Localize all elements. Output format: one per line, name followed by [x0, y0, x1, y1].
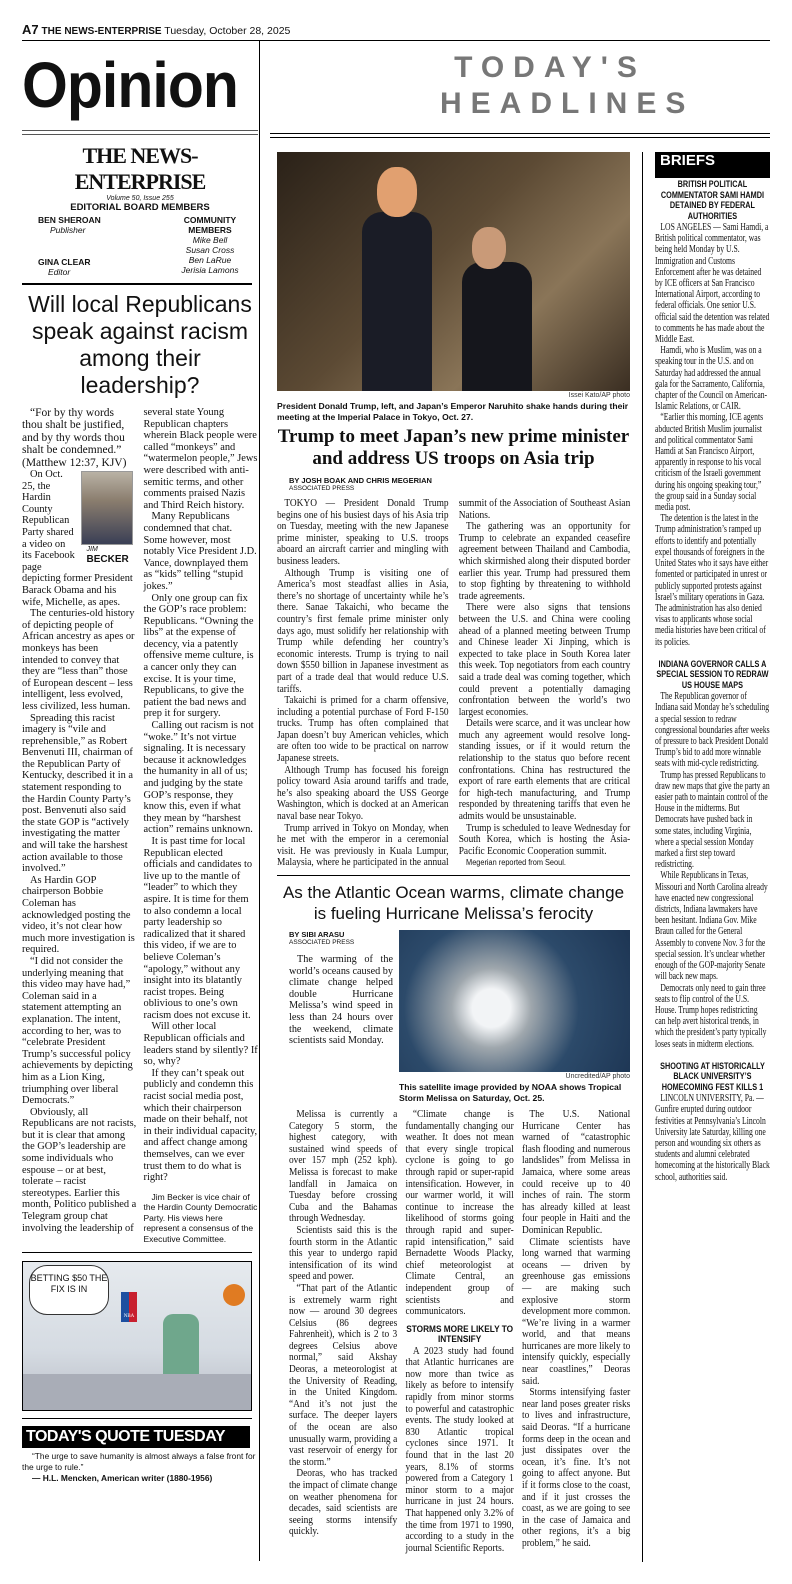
subhead: STORMS MORE LIKELY TO INTENSIFY	[406, 1323, 514, 1344]
byline-names: BY JOSH BOAK AND CHRIS MEGERIAN	[289, 476, 432, 485]
community-member: Ben LaRue	[188, 255, 232, 265]
paragraph: “For by thy words thou shalt be justified, and by thy words thou shalt be condemned.” (Matthew 12:37, KJV)	[22, 407, 127, 469]
paragraph: Democrats only need to gain three seats to flip control of the U.S. House. Trump hopes redistricting can help avert historical trends, in which the president’s party typically loses seats in midterm elections.	[655, 982, 767, 1050]
briefs-column	[655, 152, 770, 1183]
reporting-note: Megerian reported from Seoul.	[466, 858, 566, 868]
crowd	[23, 1374, 251, 1410]
editorial-cartoon	[22, 1261, 252, 1411]
author-first: JIM	[86, 546, 98, 554]
basketball-icon	[223, 1284, 245, 1306]
member-name: GINA CLEAR	[38, 257, 91, 267]
page-number: A7	[22, 22, 39, 37]
masthead-logo: THE NEWS-ENTERPRISE	[74, 143, 206, 194]
author-photo	[81, 471, 137, 565]
member-name: BEN SHEROAN	[38, 215, 101, 225]
column-divider	[642, 152, 643, 1562]
quote-attribution: — H.L. Mencken, American writer (1880-1956)	[32, 1473, 213, 1484]
folio	[22, 22, 770, 41]
paragraph: Trump arrived in Tokyo on Monday, when he met with the emperor in a ceremonial visit. He was previously in Kuala Lumpur, Malaysia, where he participated in the annual summit of the Association of Southeast Asian Nations.	[277, 498, 631, 869]
figure-right-head	[472, 227, 506, 269]
paragraph: “Earlier this morning, ICE agents abducted British Muslim journalist and political commentator Sami Hamdi at San Francisco Airport, apparently in response to his vocal criticism of the Israeli government during his ongoing speaking tour,” the group said in a Sunday social media post.	[655, 412, 764, 514]
paragraph: Trump has pressed Republicans to draw new maps that give the party an easier path to maintain control of the House in the midterms. But Democrats have pushed back in some states, including Virginia, where a special session Monday marked a first step toward redistricting.	[655, 769, 770, 871]
climate-left	[289, 930, 393, 1103]
community-title: COMMUNITY MEMBERS	[183, 215, 237, 235]
byline-names: BY SIBI ARASU	[289, 930, 345, 939]
brief-headline: SHOOTING AT HISTORICALLY BLACK UNIVERSITY’S HOMECOMING FEST KILLS 1	[660, 1060, 765, 1093]
member-role: Publisher	[50, 225, 86, 235]
satellite-image	[399, 930, 630, 1072]
banner-line: TODAY'S	[454, 51, 646, 84]
figure-left-head	[377, 167, 417, 217]
paragraph: “That part of the Atlantic is extremely warm right now — around 30 degrees Celsius (86 degrees Fahrenheit), which is 2 to 3 degrees Celsius above normal,” said Akshay Deoras, a meteorologist at the University of Reading, in the United Kingdom. “And it’s not just the surface. The deeper layers of the ocean are also unusually warm, providing a vast reservoir of energy for the storm.”	[289, 1282, 398, 1468]
volume-issue: Volume 50, Issue 255	[106, 195, 174, 202]
paragraph: Calling out racism is not “woke.” It’s not virtue signaling. It is necessary because it acknowledges the humanity in all of us; and judging by the state GOP’s response, they know this, even if what they mean by “harshest action” remains unknown.	[143, 720, 254, 836]
divider	[277, 875, 630, 876]
paragraph: Melissa is currently a Category 5 storm, the highest category, with sustained wind speeds of over 157 mph (252 kph). Melissa is forecast to make landfall in Jamaica on Tuesday before crossing Cuba and the Bahamas through Wednesday.	[289, 1109, 398, 1225]
climate-byline	[289, 930, 393, 946]
climate-figure	[399, 930, 630, 1103]
photo-caption: This satellite image provided by NOAA shows Tropical Storm Melissa on Saturday, Oct. 25.	[399, 1082, 622, 1103]
paragraph: The centuries-old history of depicting people of African ancestry as apes or monkeys has been intended to convey that they are “less than” those of European descent – less intelligent, less evolved, less civilized, less human.	[22, 608, 135, 712]
quote-title: TODAY'S QUOTE TUESDAY	[22, 1426, 250, 1448]
divider	[270, 133, 770, 138]
author-last: BECKER	[86, 554, 129, 566]
issue-date: Tuesday, October 28, 2025	[164, 25, 291, 37]
paragraph: The gathering was an opportunity for Trump to celebrate an expanded ceasefire agreement between Thailand and Cambodia, which skirmished along their disputed border earlier this year. Trump had pressured them to stop fighting by threatening to withhold trade agreements.	[458, 521, 631, 602]
paragraph: The U.S. National Hurricane Center has warned of “catastrophic flash flooding and numerous landslides” from Melissa in Jamaica, where some areas could receive up to 40 inches of rain. The storm has already killed at least four people in Haiti and the Dominican Republic.	[522, 1109, 631, 1236]
paragraph: Details were scarce, and it was unclear how much any agreement would resolve long-standing issues, or if it would return the relationship to the status quo before recent confrontations. China has restructured the export of rare earth elements that are critical for high-tech manufacturing, and Trump responded by threatening tariffs that even he admits would be unsustainable.	[458, 718, 631, 823]
nba-logo: NBA	[121, 1292, 137, 1322]
paragraph: TOKYO — President Donald Trump begins one of his busiest days of his Asia trip on Tuesday, meeting with the new Japanese prime minister, speaking to U.S. troops aboard an aircraft carrier and mingling with business leaders.	[277, 498, 449, 567]
paragraph: Storms intensifying faster near land poses greater risks to lives and infrastructure, said Deoras. “If a hurricane forms deep in the ocean and just dissipates over the ocean, it’s fine. It’s not going to affect anyone. But if it forms close to the coast, and if it just crosses the coast, as we are going to see in the case of Jamaica and other regions, it’s a big problem,” he said.	[522, 1387, 631, 1549]
paragraph: Climate scientists have long warned that warming oceans — driven by greenhouse gas emissions — are making such explosive storm development more common. “We’re living in a warmer world, and that means hurricanes are more likely to intensify quickly, especially near coastlines,” Deoras said.	[522, 1236, 631, 1387]
paper-name: THE NEWS-ENTERPRISE	[41, 26, 162, 37]
member-role: Editor	[48, 267, 71, 277]
brief-headline: INDIANA GOVERNOR CALLS A SPECIAL SESSION TO REDRAW US HOUSE MAPS	[656, 658, 769, 691]
climate-headline: As the Atlantic Ocean warms, climate change is fueling Hurricane Melissa’s ferocity	[282, 883, 625, 923]
board-title: EDITORIAL BOARD MEMBERS	[70, 202, 210, 213]
paragraph: Although Trump is visiting one of America’s most steadfast allies in Asia, there’s no shortage of uncertainty while he’s there. Sanae Takaichi, who became the country’s first female prime minister only days ago, must solidify her relationship with Trump while defending her country’s economic interests. Trump is trying to nail down $550 billion in Japanese investment as part of a trade deal that would reduce U.S. tariffs.	[277, 567, 449, 695]
lead-byline	[289, 476, 630, 492]
byline-agency: ASSOCIATED PRESS	[289, 939, 355, 946]
paragraph: “I did not consider the underlying meaning that this video may have had,” Coleman said in a statement attempting an explanation. The intent, according to her, was to “celebrate President Trump’s successful policy achievements by depicting him as a Lion King, triumphing over liberal Democrats.”	[22, 955, 133, 1107]
byline-agency: ASSOCIATED PRESS	[289, 485, 355, 492]
lead-body	[277, 498, 630, 869]
climate-top-row	[277, 930, 630, 1103]
speech-bubble: BETTING $50 THE FIX IS IN	[29, 1265, 109, 1315]
banner-line: HEADLINES	[440, 87, 695, 120]
community-member: Mike Bell	[192, 235, 228, 245]
center-column	[277, 152, 630, 1554]
paragraph: On Oct. 25, the Hardin County Republican Party shared a video on its Facebook page depicting former President Barack Obama and his wife, Michelle, as apes.	[22, 469, 133, 608]
quote-block	[22, 1451, 258, 1484]
editorial-board	[22, 195, 258, 277]
player-figure	[163, 1314, 199, 1374]
paragraph: Takaichi is primed for a charm offensive, including a potential purchase of Ford F-150 trucks. Trump has often complained that Japan doesn’t buy American vehicles, which are often too wide to be practical on narrow Japanese streets.	[277, 695, 449, 765]
paragraph: Trump is scheduled to leave Wednesday for South Korea, which is hosting the Asia-Pacific Economic Cooperation summit.	[458, 822, 631, 857]
community-member: Jerisia Lamons	[181, 265, 239, 275]
figure-left	[362, 212, 432, 391]
climate-body	[289, 1109, 630, 1554]
paragraph: LOS ANGELES — Sami Hamdi, a British political commentator, was being held Monday by U.S. Immigration and Customs Enforcement after he was detained by ICE officers at San Francisco International Airport, according to federal officials. One senior U.S. official said the detention was related to comments he has made about the Middle East.	[655, 222, 770, 346]
divider	[22, 283, 252, 285]
paragraph: Scientists said this is the fourth storm in the Atlantic this year to undergo rapid intensification of its wind speed and power.	[289, 1224, 398, 1283]
photo-credit: Issei Kato/AP photo	[568, 392, 630, 399]
opinion-column	[22, 46, 258, 1484]
figure-right	[462, 262, 532, 391]
photo-caption: President Donald Trump, left, and Japan’s Emperor Naruhito shake hands during their meeting at the Imperial Palace in Tokyo, Oct. 27.	[277, 401, 629, 422]
paragraph: A 2023 study had found that Atlantic hurricanes are now more than twice as likely as before to intensify rapidly from minor storms to powerful and catastrophic events. The study looked at 830 Atlantic tropical cyclones since 1971. It found that in the last 20 years, 8.1% of storms powered from a Category 1 minor storm to a major hurricane in just 24 hours. That happened only 3.2% of the time from 1971 to 1990, according to a study in the journal Scientific Reports.	[405, 1345, 514, 1554]
paragraph: The Republican governor of Indiana said Monday he’s scheduling a special session to redraw congressional boundaries after weeks of pressure to back President Donald Trump’s bid to add more winnable seats with mid-cycle redistricting.	[655, 691, 770, 770]
lead-headline: Trump to meet Japan’s new prime minister and address US troops on Asia trip	[277, 426, 630, 469]
author-tagline: Jim Becker is vice chair of the Hardin County Democratic Party. His views here represent a consensus of the Executive Committee.	[143, 1191, 258, 1244]
paragraph: The detention is the latest in the Trump administration’s ramped up efforts to identify and potentially expel thousands of foreigners in the United States who it says have either fomented or participated in unrest or publicly supported protests against Israel’s military operations in Gaza. The administration has also denied visas to applicants whose social media histories have been critical of its policies.	[655, 513, 769, 648]
paragraph: LINCOLN UNIVERSITY, Pa. — Gunfire erupted during outdoor festivities at Pennsylvania’s Lincoln University late Saturday, killing one person and wounding six others as students and alumni celebrated homecoming at the historically Black school, authorities said.	[655, 1093, 770, 1183]
paragraph: There were also signs that tensions between the U.S. and China were cooling ahead of a planned meeting between Trump and Chinese leader Xi Jinping, which is expected to take place in South Korea later this week. Top negotiators from each country said a trade deal was coming together, which could prevent a potentially damaging confrontation between the world’s two largest economies.	[458, 602, 631, 718]
section-title: Opinion	[22, 49, 238, 121]
paragraph: Obviously, all Republicans are not racists, but it is clear that among the GOP’s leadership are some individuals who espouse – or at best, tolerate – racist stereotypes. Earlier this month, Politico published a Telegram group chat involving the leadership of several state Young Republican chapters wherein Black people were called “monkeys” and “watermelon people,” Jews were described with anti-semitic terms, and other comments praised Nazis and Third Reich history.	[22, 407, 258, 1234]
divider	[22, 1252, 252, 1253]
headlines-banner	[420, 50, 695, 122]
editorial-body	[22, 407, 258, 1244]
community-member: Susan Cross	[185, 245, 235, 255]
column-divider	[259, 41, 260, 1561]
paragraph: Spreading this racist imagery is “vile and reprehensible,” as Robert Benvenuti III, chairman of the Republican Party of Kentucky, described it in a statement responding to the Hardin County Party’s post. Benvenuti also said the state GOP is “actively investigating the matter and will take the harshest action available to those involved.”	[22, 712, 133, 875]
paragraph: “Climate change is fundamentally changing our weather. It does not mean that every single tropical cyclone is going to go through rapid or super-rapid intensification. However, in our warmer world, it will continue to increase the likelihood of storms going through rapid and super-rapid intensification,” said Bernadette Woods Placky, chief meteorologist at Climate Central, an independent group of scientists and communicators.	[405, 1109, 514, 1318]
paragraph: The warming of the world’s oceans caused by climate change helped double Hurricane Melissa’s wind speed in less than 24 hours over the weekend, climate scientists said Monday.	[289, 954, 393, 1047]
paragraph: It is past time for local Republican elected officials and candidates to live up to the mantle of “leader” to which they aspire. It is time for them to also condemn a local party leadership so radicalized that it shared this video, if we are to believe Coleman’s “apology,” without any insight into its blatantly racist tropes. Being oblivious to one’s own racism does not excuse it.	[143, 835, 253, 1021]
paragraph: While Republicans in Texas, Missouri and North Carolina already have enacted new congressional districts, Indiana lawmakers have been hesitant. Indiana Gov. Mike Braun called for the General Assembly to convene Nov. 3 for the special session. It’s unclear whether enough of the GOP-majority Senate will back new maps.	[655, 870, 768, 983]
editorial-headline: Will local Republicans speak against racism among their leadership?	[28, 291, 252, 398]
briefs-body	[655, 180, 770, 1183]
briefs-title: BRIEFS	[655, 152, 770, 178]
paragraph: Although Trump has focused his foreign policy toward Asia around tariffs and trade, he’s also speaking aboard the USS George Washington, which is docked at an American naval base near Tokyo.	[277, 764, 449, 823]
divider	[22, 130, 258, 135]
brief-headline: BRITISH POLITICAL COMMENTATOR SAMI HAMDI DETAINED BY FEDERAL AUTHORITIES	[660, 179, 764, 222]
paragraph: As Hardin GOP chairperson Bobbie Coleman has acknowledged posting the video, it’s not clear how much more investigation is required.	[22, 874, 135, 956]
paragraph: Deoras, who has tracked the impact of climate change on weather phenomena for decades, said scientists are seeing storms intensify quickly.	[289, 1468, 398, 1538]
paragraph: Many Republicans condemned that chat. Some however, most notably Vice President J.D. Vance, downplayed them as “kids” telling “stupid jokes.”	[143, 511, 257, 592]
paragraph: Only one group can fix the GOP’s race problem: Republicans. “Owning the libs” at the expense of decency, via a patently offensive meme culture, is a cancer only they can excise. It is your time, Republicans, to give the patient the bad news and prep it for surgery.	[143, 592, 254, 720]
divider	[22, 1418, 252, 1419]
paragraph: Hamdi, who is Muslim, was on a speaking tour in the U.S. and on Saturday had addressed the annual gala for the Sacramento, California, chapter of the Council on American-Islamic Relations, or CAIR.	[655, 345, 768, 413]
paragraph: If they can’t speak out publicly and condemn this racist social media post, which their chairperson made on their behalf, not in their individual capacity, and affect change among themselves, can we ever trust them to do what is right?	[143, 1067, 258, 1184]
quote-text: “The urge to save humanity is almost always a false front for the urge to rule.”	[22, 1451, 256, 1473]
trump-naruhito-photo	[277, 152, 630, 391]
photo-credit: Uncredited/AP photo	[565, 1073, 630, 1080]
paragraph: Will other local Republican officials and leaders stand by silently? If so, why?	[143, 1021, 258, 1068]
author-headshot	[81, 471, 133, 545]
